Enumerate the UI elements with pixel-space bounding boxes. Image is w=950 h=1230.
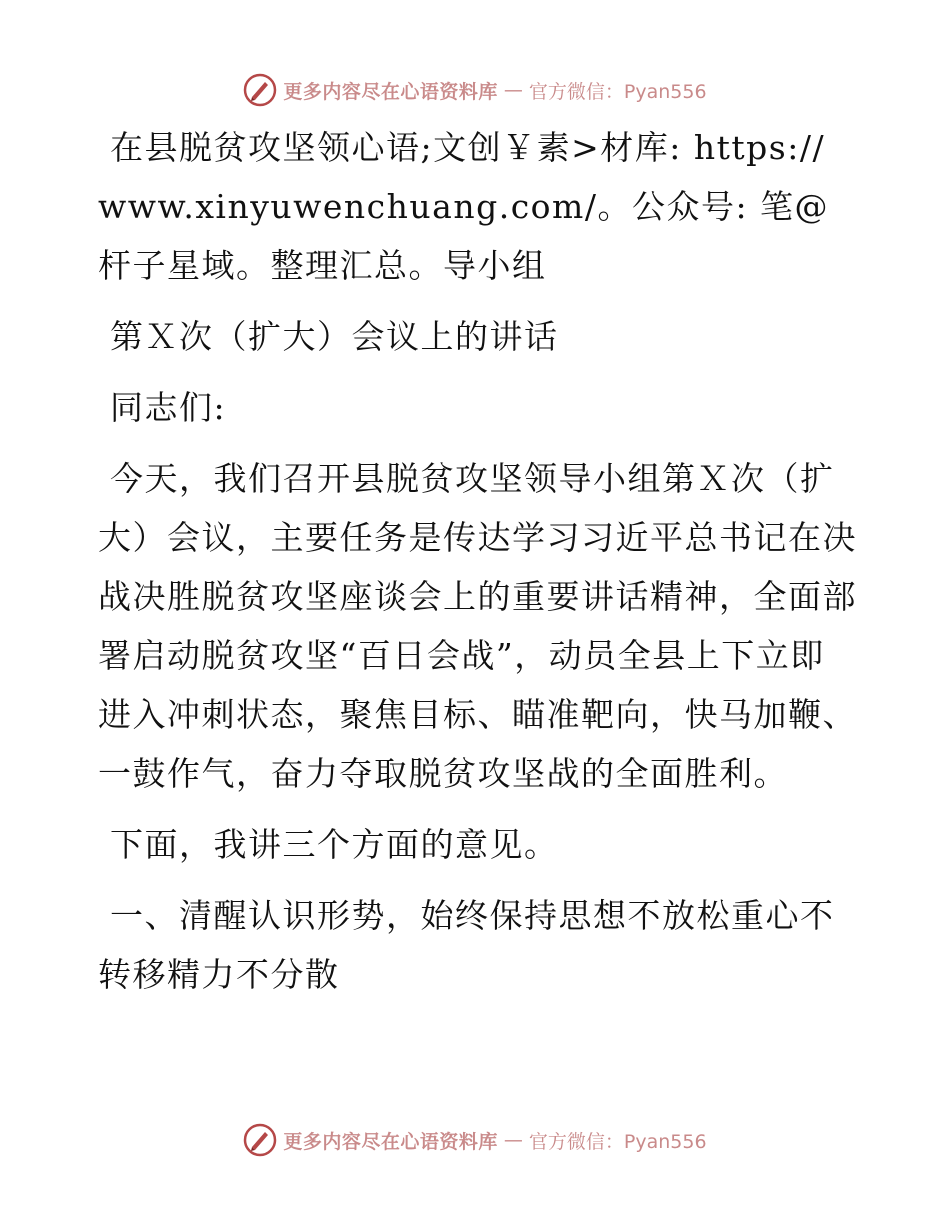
pen-logo-icon (243, 1123, 277, 1157)
document-body (98, 118, 858, 1016)
footer-banner-text: 更多内容尽在心语资料库 (283, 1130, 498, 1153)
pen-logo-icon (243, 73, 277, 107)
intro-paragraph: 在县脱贫攻坚领心语;文创￥素>材库: https:// www.xinyuwenchuang.com/。公众号: 笔@杆子星域。整理汇总。导小组 (98, 128, 830, 285)
header-banner (0, 70, 950, 110)
body-paragraph-1: 今天，我们召开县脱贫攻坚领导小组第Ｘ次（扩大）会议，主要任务是传达学习习近平总书记在决战决胜脱贫攻坚座谈会上的重要讲话精神，全面部署启动脱贫攻坚“百日会战”，动员全县上下立即进入冲刺状态，聚焦目标、瞄准靶向，快马加鞭、一鼓作气，奋力夺取脱贫攻坚战的全面胜利。 (98, 459, 857, 793)
footer-wechat-id: 官方微信：Pyan556 (528, 1130, 707, 1153)
speech-title: 第Ｘ次（扩大）会议上的讲话 (110, 317, 559, 356)
salutation: 同志们: (110, 388, 227, 427)
header-wechat-id: 官方微信：Pyan556 (528, 80, 707, 103)
header-banner-text: 更多内容尽在心语资料库 (283, 80, 498, 103)
header-banner-separator: — (503, 79, 523, 101)
body-paragraph-2: 下面，我讲三个方面的意见。 (110, 825, 559, 864)
footer-banner-separator: — (503, 1129, 523, 1151)
section-heading-1: 一、清醒认识形势，始终保持思想不放松重心不转移精力不分散 (98, 896, 835, 994)
footer-banner (0, 1120, 950, 1160)
